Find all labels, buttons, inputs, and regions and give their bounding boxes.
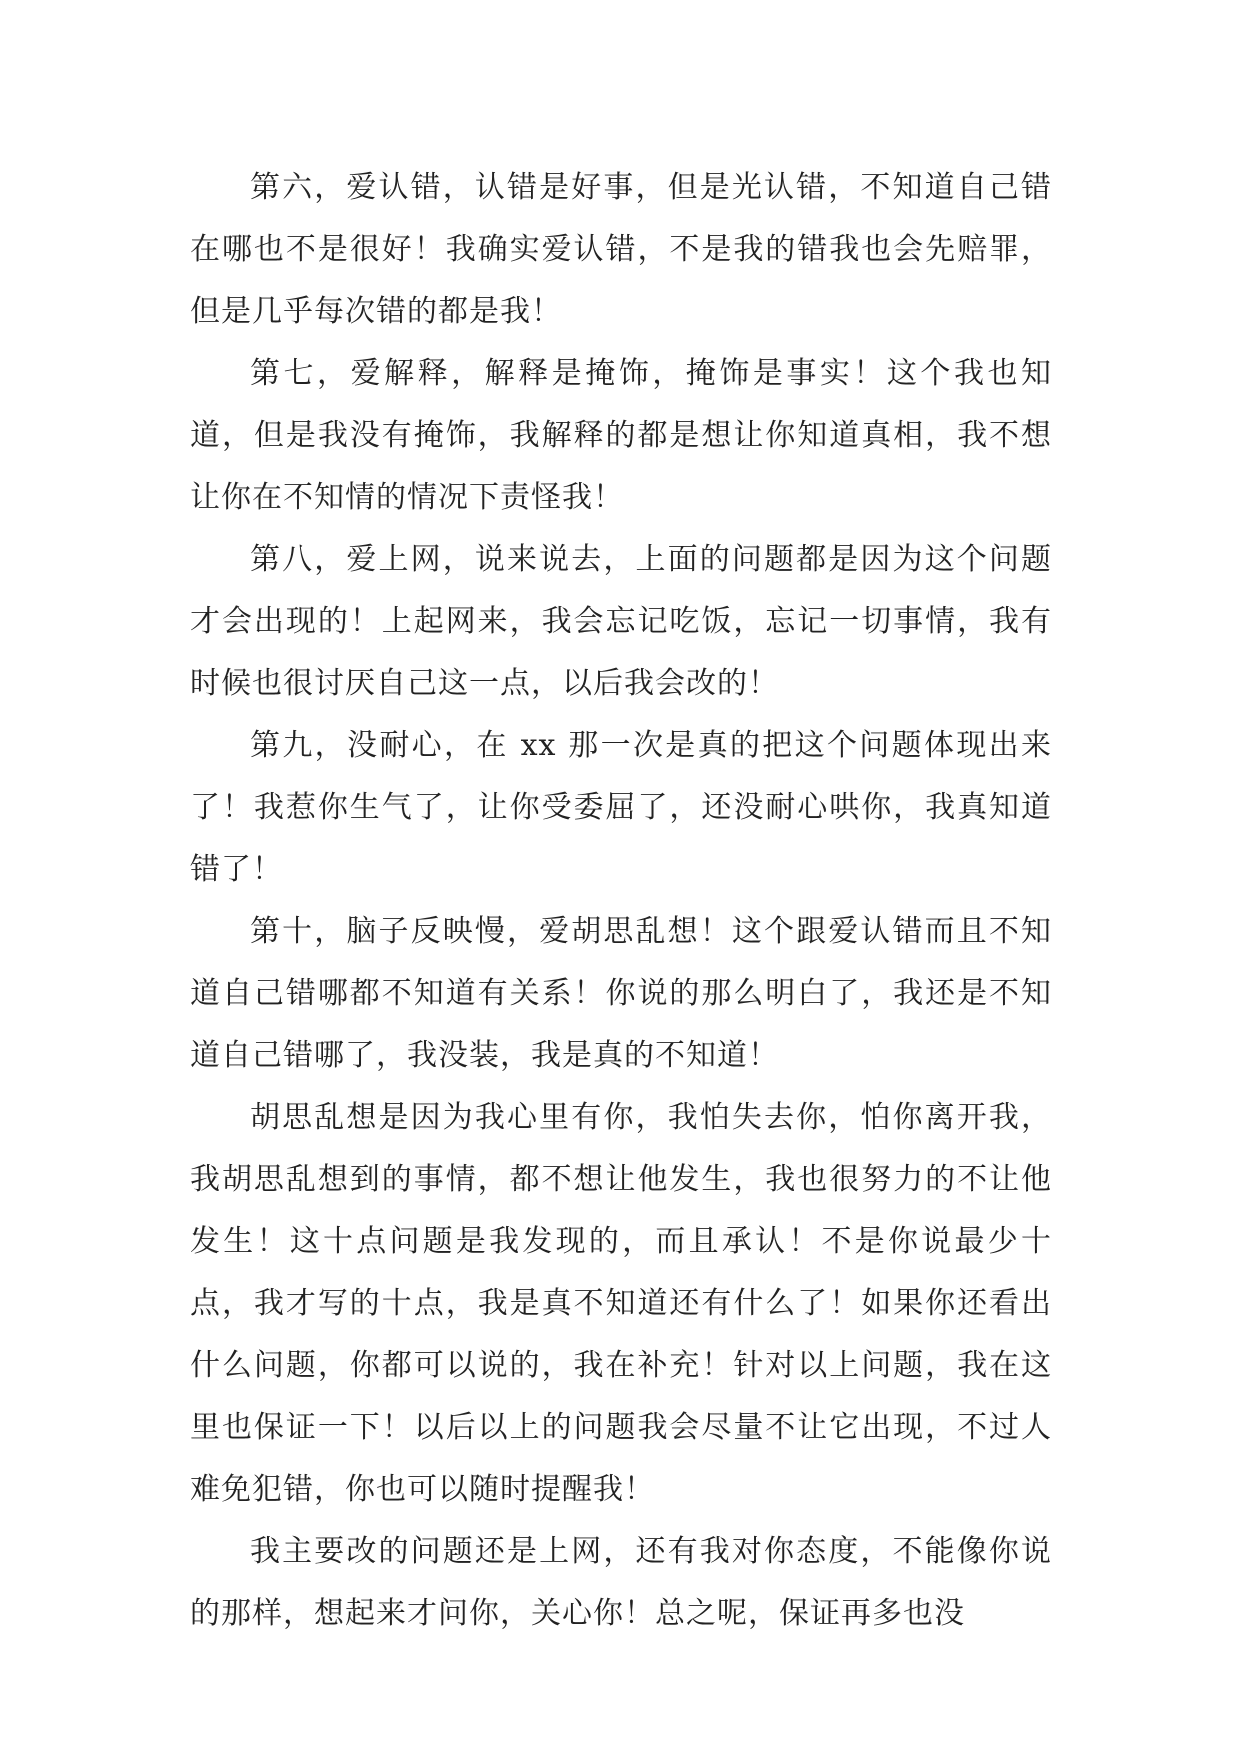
paragraph-overthinking: 胡思乱想是因为我心里有你，我怕失去你，怕你离开我，我胡思乱想到的事情，都不想让他发生，我也很努力的不让他发生！这十点问题是我发现的，而且承认！不是你说最少十点，我才写的十点，我是真不知道还有什么了！如果你还看出什么问题，你都可以说的，我在补充！针对以上问题，我在这里也保证一下！以后以上的问题我会尽量不让它出现，不过人难免犯错，你也可以随时提醒我！ (190, 1100, 1052, 1507)
paragraph-7: 第七，爱解释，解释是掩饰，掩饰是事实！这个我也知道，但是我没有掩饰，我解释的都是想让你知道真相，我不想让你在不知情的情况下责怪我！ (190, 356, 1052, 515)
paragraph-9: 第九，没耐心，在 xx 那一次是真的把这个问题体现出来了！我惹你生气了，让你受委屈了，还没耐心哄你，我真知道错了！ (190, 728, 1052, 887)
paragraph-6: 第六，爱认错，认错是好事，但是光认错，不知道自己错在哪也不是很好！我确实爱认错，不是我的错我也会先赔罪，但是几乎每次错的都是我！ (190, 170, 1052, 329)
document-body (190, 157, 1052, 1645)
paragraph-8: 第八，爱上网，说来说去，上面的问题都是因为这个问题才会出现的！上起网来，我会忘记吃饭，忘记一切事情，我有时候也很讨厌自己这一点，以后我会改的！ (190, 542, 1052, 701)
paragraph-10: 第十，脑子反映慢，爱胡思乱想！这个跟爱认错而且不知道自己错哪都不知道有关系！你说的那么明白了，我还是不知道自己错哪了，我没装，我是真的不知道！ (190, 914, 1052, 1073)
paragraph-main-change: 我主要改的问题还是上网，还有我对你态度，不能像你说的那样，想起来才问你，关心你！总之呢，保证再多也没 (190, 1534, 1052, 1631)
